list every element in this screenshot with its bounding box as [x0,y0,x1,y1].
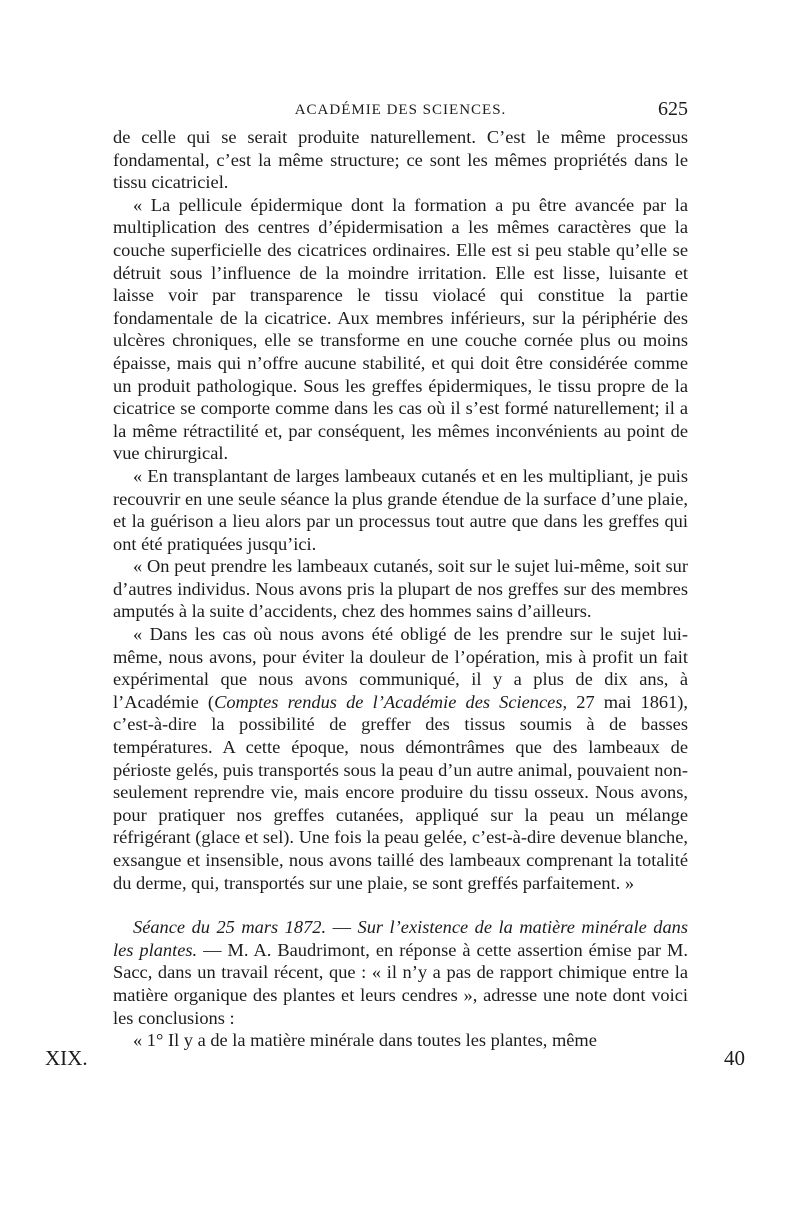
seance-subject: Sur l’existence de la matière minérale dans les plantes. [113,917,689,960]
running-title: ACADÉMIE DES SCIENCES. [294,102,507,118]
paragraph-2: « La pellicule épidermique dont la formation a pu être avancée par la multiplication des centres d’épidermisation a les mêmes caractères que la couche superficielle des cicatrices ordinaires. Elle est si peu stable qu’elle se détruit sous l’influence de la moindre irritation. Elle est lisse, luisante et laisse voir par transparence le tissu violacé qui constitue la partie fondamentale de la cicatrice. Aux membres inférieurs, sur la périphérie des ulcères chroniques, elle se transforme en une couche cornée plus ou moins épaisse, mais qui n’offre aucune stabilité, et qui doit être considérée comme un produit pathologique. Sous les greffes épidermiques, le tissu propre de la cicatrice se comporte comme dans les cas où il s’est formé naturellement; il a la même rétractilité et, par conséquent, les mêmes inconvénients au point de vue chirurgical. [113,194,688,464]
paragraph-3: « En transplantant de larges lambeaux cutanés et en les multipliant, je puis recouvrir en une seule séance la plus grande étendue de la surface d’une plaie, et la guérison a lieu alors par un processus tout autre que dans les greffes qui ont été pratiquées jusqu’ici. [113,465,688,554]
paragraph-5-after: 27 mai 1861), c’est-à-dire la possibilité de greffer des tissus soumis à de basses températures. A cette époque, nous démontrâmes que des lambeaux de périoste gelés, puis transportés sous la peau d’un autre animal, pouvaient non-seulement reprendre vie, mais encore produire du tissu osseux. Nous avons, pour pratiquer nos greffes cutanées, appliqué sur la peau un mélange réfrigérant (glace et sel). Une fois la peau gelée, c’est-à-dire devenue blanche, exsangue et insensible, nous avons taillé des lambeaux comprenant la totalité du derme, qui, transportés sur une plaie, se sont greffés parfaitement. » [113,691,689,893]
sheet-number: 40 [724,1046,745,1070]
page [113,96,688,1052]
body-text [113,126,688,1052]
running-head [113,96,688,126]
paragraph-4: « On peut prendre les lambeaux cutanés, soit sur le sujet lui-même, soit sur d’autres individus. Nous avons pris la plupart de nos greffes sur des membres amputés à la suite d’accidents, chez des hommes sains d’ailleurs. [113,556,688,622]
seance-dash: — [326,917,358,938]
page-footer [45,1046,745,1076]
paragraph-1: de celle qui se serait produite naturellement. C’est le même processus fondamental, c’est la même structure; ce sont les mêmes propriétés dans le tissu cicatriciel. [113,127,688,193]
conclusion-first-line: « 1° Il y a de la matière minérale dans toutes les plantes, même [133,1030,597,1051]
section-gap [113,894,688,916]
signature-mark: XIX. [45,1046,88,1070]
paragraph-5-before: « Dans les cas où nous avons été obligé de les prendre sur le sujet lui-même, nous avons, pour éviter la douleur de l’opération, mis à profit un fait expérimental que nous avons communiqué, il y a plus de dix ans, à l’Académie ( [113,624,688,712]
seance-text: — M. A. Baudrimont, en réponse à cette assertion émise par M. Sacc, dans un travail récent, que : « il n’y a pas de rapport chimique entre la matière organique des plantes et leurs cendres », adresse une note dont voici les conclusions : [113,939,688,1028]
citation-italic: Comptes rendus de l’Académie des Sciences, [214,691,568,712]
seance-paragraph [113,916,688,1029]
seance-date: Séance du 25 mars 1872. [133,917,327,938]
paragraph-5 [113,623,688,894]
page-number: 625 [658,98,688,120]
